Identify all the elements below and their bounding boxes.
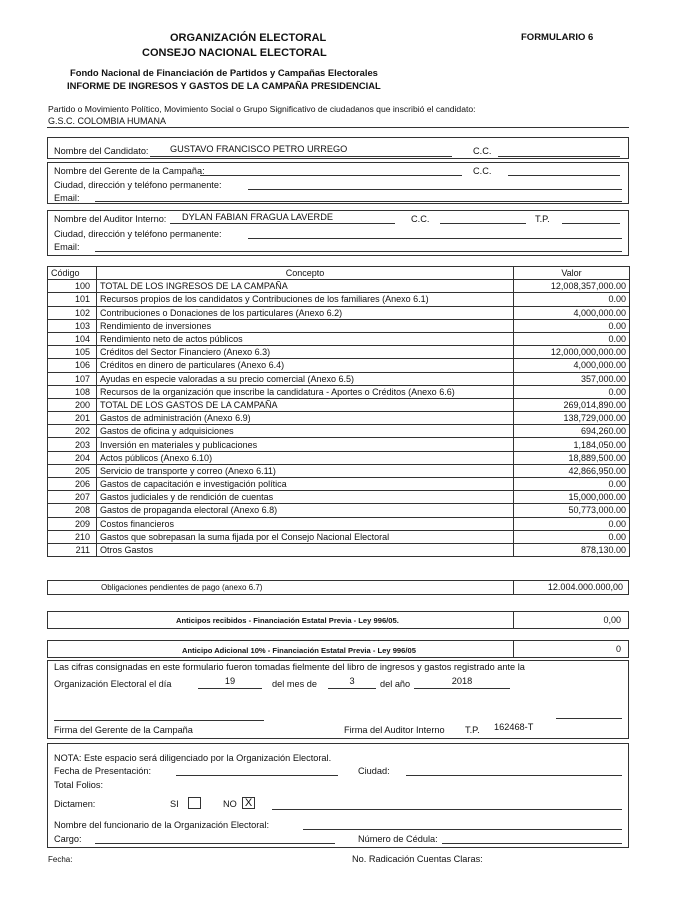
row-value[interactable]: 0.00 [514, 478, 630, 491]
manager-name-field[interactable] [200, 175, 462, 176]
auditor-address-label: Ciudad, dirección y teléfono permanente: [54, 229, 222, 239]
row-concept: Gastos de oficina y adquisiciones [97, 425, 514, 438]
row-value[interactable]: 1,184,050.00 [514, 438, 630, 451]
row-concept: Rendimiento neto de actos públicos [97, 332, 514, 345]
manager-cc-label: C.C. [473, 166, 492, 176]
cert-month[interactable]: 3 [349, 676, 355, 686]
table-row [48, 464, 630, 477]
si-checkbox[interactable] [188, 797, 201, 809]
row-code: 209 [48, 517, 97, 530]
row-value[interactable]: 18,889,500.00 [514, 451, 630, 464]
obligations-value[interactable]: 12.004.000.000,00 [547, 582, 623, 592]
row-code: 105 [48, 346, 97, 359]
row-concept: Gastos que sobrepasan la suma fijada por el Consejo Nacional Electoral [97, 530, 514, 543]
report-title: INFORME DE INGRESOS Y GASTOS DE LA CAMPAÑA PRESIDENCIAL [67, 80, 381, 91]
row-concept: Créditos en dinero de particulares (Anexo 6.4) [97, 359, 514, 372]
note-title: NOTA: Este espacio será diligenciado por la Organización Electoral. [54, 753, 332, 763]
table-row [48, 385, 630, 398]
row-value[interactable]: 4,000,000.00 [514, 359, 630, 372]
cert-day-line [198, 688, 262, 689]
table-row [48, 398, 630, 411]
candidate-name[interactable]: GUSTAVO FRANCISCO PETRO URREGO [170, 144, 348, 154]
auditor-email-label: Email: [54, 242, 80, 252]
note-cedula-label: Número de Cédula: [358, 834, 438, 844]
form-number: FORMULARIO 6 [521, 32, 594, 43]
row-value[interactable]: 0.00 [514, 385, 630, 398]
col-concept-header: Concepto [97, 267, 514, 280]
row-code: 201 [48, 412, 97, 425]
table-row [48, 359, 630, 372]
row-code: 200 [48, 398, 97, 411]
col-code-header: Código [48, 267, 97, 280]
row-value[interactable]: 4,000,000.00 [514, 306, 630, 319]
row-code: 205 [48, 464, 97, 477]
row-value[interactable]: 357,000.00 [514, 372, 630, 385]
manager-cc-field[interactable] [508, 175, 620, 176]
manager-address-label: Ciudad, dirección y teléfono permanente: [54, 180, 222, 190]
manager-address-field[interactable] [248, 189, 622, 190]
row-value[interactable]: 12,000,000,000.00 [514, 346, 630, 359]
table-row [48, 425, 630, 438]
row-code: 104 [48, 332, 97, 345]
table-row [48, 491, 630, 504]
advances-value[interactable]: 0,00 [603, 615, 621, 625]
advances-label: Anticipos recibidos - Financiación Estatal Previa - Ley 996/05. [176, 616, 399, 625]
row-code: 106 [48, 359, 97, 372]
note-city-label: Ciudad: [358, 766, 390, 776]
row-concept: Otros Gastos [97, 543, 514, 556]
note-cargo-label: Cargo: [54, 834, 82, 844]
row-value[interactable]: 50,773,000.00 [514, 504, 630, 517]
table-row [48, 280, 630, 293]
council-title: CONSEJO NACIONAL ELECTORAL [142, 47, 327, 59]
cert-month-label: del mes de [272, 679, 317, 689]
row-code: 204 [48, 451, 97, 464]
no-checkbox[interactable] [242, 797, 255, 809]
row-code: 102 [48, 306, 97, 319]
auditor-name-label: Nombre del Auditor Interno: [54, 214, 167, 224]
table-row [48, 517, 630, 530]
cert-year[interactable]: 2018 [451, 676, 473, 686]
table-row [48, 543, 630, 556]
col-value-header: Valor [514, 267, 630, 280]
row-value[interactable]: 0.00 [514, 293, 630, 306]
cert-month-line [328, 688, 376, 689]
row-code: 108 [48, 385, 97, 398]
manager-email-label: Email: [54, 193, 80, 203]
row-value[interactable]: 878,130.00 [514, 543, 630, 556]
candidate-name-line [150, 156, 452, 157]
cert-year-label: del año [380, 679, 411, 689]
row-value[interactable]: 694,260.00 [514, 425, 630, 438]
table-row [48, 438, 630, 451]
table-header-row [48, 267, 630, 280]
note-si-label: SI [170, 799, 179, 809]
cert-day[interactable]: 19 [224, 676, 236, 686]
row-value[interactable]: 269,014,890.00 [514, 398, 630, 411]
auditor-signature-field[interactable] [556, 718, 622, 719]
row-value[interactable]: 0.00 [514, 517, 630, 530]
row-code: 207 [48, 491, 97, 504]
row-concept: Rendimiento de inversiones [97, 319, 514, 332]
candidate-cc-label: C.C. [473, 146, 492, 156]
income-expense-table [47, 266, 630, 557]
fund-title: Fondo Nacional de Financiación de Partidos y Campañas Electorales [70, 67, 378, 78]
additional-value[interactable]: 0 [615, 644, 621, 654]
obligations-label: Obligaciones pendientes de pago (anexo 6.7) [101, 583, 263, 592]
row-code: 206 [48, 478, 97, 491]
auditor-tp-label: T.P. [535, 214, 550, 224]
table-row [48, 412, 630, 425]
row-concept: Créditos del Sector Financiero (Anexo 6.3) [97, 346, 514, 359]
no-checkbox-mark: X [244, 797, 253, 809]
certification-text1: Las cifras consignadas en este formulario fueron tomadas fielmente del libro de ingresos y gastos registrado ante la [54, 662, 525, 672]
table-row [48, 293, 630, 306]
table-row [48, 504, 630, 517]
auditor-name[interactable]: DYLAN FABIAN FRAGUA LAVERDE [182, 212, 333, 222]
footer-radicacion-label: No. Radicación Cuentas Claras: [352, 854, 483, 864]
row-code: 101 [48, 293, 97, 306]
candidate-cc-field[interactable] [498, 156, 620, 157]
note-cedula-field[interactable] [442, 843, 622, 844]
table-row [48, 346, 630, 359]
table-row [48, 306, 630, 319]
row-code: 203 [48, 438, 97, 451]
manager-sign-label: Firma del Gerente de la Campaña [54, 725, 193, 735]
row-concept: Recursos propios de los candidatos y Contribuciones de los familiares (Anexo 6.1) [97, 293, 514, 306]
row-concept: Inversión en materiales y publicaciones [97, 438, 514, 451]
manager-name-label: Nombre del Gerente de la Campaña: [54, 166, 205, 176]
cert-tp-value[interactable]: 162468-T [494, 722, 534, 732]
row-concept: Servicio de transporte y correo (Anexo 6.11) [97, 464, 514, 477]
note-dictamen-label: Dictamen: [54, 799, 96, 809]
auditor-address-field[interactable] [248, 238, 622, 239]
row-value[interactable]: 42,866,950.00 [514, 464, 630, 477]
manager-email-field[interactable] [95, 201, 622, 202]
table-row [48, 478, 630, 491]
party-label: Partido o Movimiento Político, Movimiento Social o Grupo Significativo de ciudadanos que inscribió el candidato: [48, 104, 476, 114]
row-concept: Contribuciones o Donaciones de los particulares (Anexo 6.2) [97, 306, 514, 319]
row-code: 202 [48, 425, 97, 438]
row-concept: Recursos de la organización que inscribe la candidatura - Aportes o Créditos (Anexo 6.6) [97, 385, 514, 398]
row-code: 107 [48, 372, 97, 385]
row-concept: Actos públicos (Anexo 6.10) [97, 451, 514, 464]
table-row [48, 530, 630, 543]
note-folios-label: Total Folios: [54, 780, 104, 790]
note-no-label: NO [223, 799, 237, 809]
party-value: G.S.C. COLOMBIA HUMANA [48, 116, 167, 126]
row-concept: Gastos de propaganda electoral (Anexo 6.8) [97, 504, 514, 517]
note-city-field[interactable] [406, 775, 622, 776]
cert-year-line [414, 688, 510, 689]
note-date-label: Fecha de Presentación: [54, 766, 152, 776]
row-code: 211 [48, 543, 97, 556]
row-concept: Gastos de capacitación e investigación política [97, 478, 514, 491]
row-code: 210 [48, 530, 97, 543]
additional-label: Anticipo Adicional 10% - Financiación Estatal Previa - Ley 996/05 [182, 646, 416, 655]
manager-signature-field[interactable] [54, 720, 264, 721]
footer-fecha-label: Fecha: [48, 855, 73, 864]
row-concept: TOTAL DE LOS INGRESOS DE LA CAMPAÑA [97, 280, 514, 293]
row-code: 103 [48, 319, 97, 332]
auditor-email-field[interactable] [95, 251, 622, 252]
row-concept: Gastos judiciales y de rendición de cuentas [97, 491, 514, 504]
table-row [48, 332, 630, 345]
cert-tp-label: T.P. [465, 725, 480, 735]
auditor-sign-label: Firma del Auditor Interno [344, 725, 445, 735]
org-title: ORGANIZACIÓN ELECTORAL [170, 32, 327, 44]
row-value[interactable]: 15,000,000.00 [514, 491, 630, 504]
row-concept: Costos financieros [97, 517, 514, 530]
table-row [48, 372, 630, 385]
note-official-field[interactable] [303, 829, 622, 830]
row-concept: TOTAL DE LOS GASTOS DE LA CAMPAÑA [97, 398, 514, 411]
row-code: 100 [48, 280, 97, 293]
row-value[interactable]: 138,729,000.00 [514, 412, 630, 425]
party-divider [47, 127, 629, 128]
note-dictamen-field[interactable] [272, 809, 622, 810]
note-official-label: Nombre del funcionario de la Organización Electoral: [54, 820, 270, 830]
auditor-cc-field[interactable] [440, 223, 526, 224]
row-concept: Gastos de administración (Anexo 6.9) [97, 412, 514, 425]
table-row [48, 319, 630, 332]
auditor-cc-label: C.C. [411, 214, 430, 224]
row-concept: Ayudas en especie valoradas a su precio comercial (Anexo 6.5) [97, 372, 514, 385]
row-value[interactable]: 12,008,357,000.00 [514, 280, 630, 293]
auditor-tp-field[interactable] [562, 223, 620, 224]
row-code: 208 [48, 504, 97, 517]
row-value[interactable]: 0.00 [514, 332, 630, 345]
auditor-name-line [170, 223, 395, 224]
note-date-field[interactable] [176, 775, 338, 776]
candidate-label: Nombre del Candidato: [54, 146, 149, 156]
certification-text2: Organización Electoral el día [54, 679, 172, 689]
row-value[interactable]: 0.00 [514, 319, 630, 332]
note-cargo-field[interactable] [95, 843, 335, 844]
row-value[interactable]: 0.00 [514, 530, 630, 543]
table-row [48, 451, 630, 464]
